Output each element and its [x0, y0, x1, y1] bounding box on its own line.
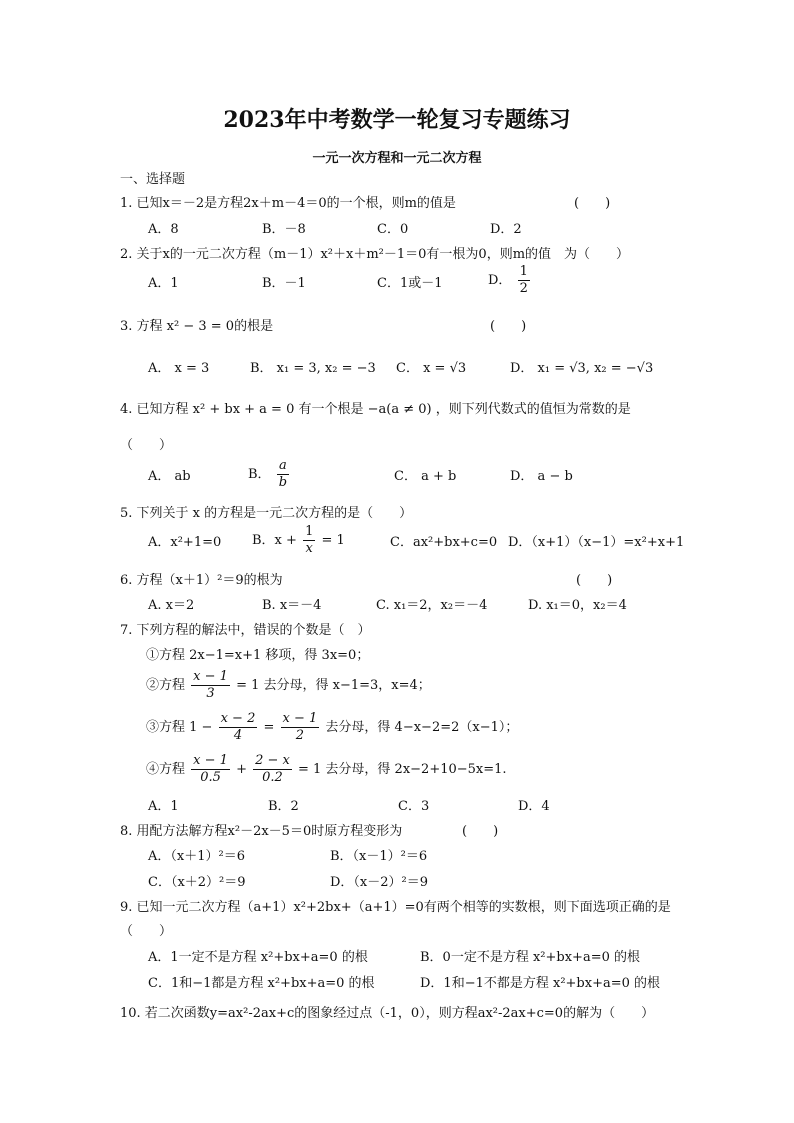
item-2-suffix: = 1 去分母，得 x−1=3，x=4；: [236, 678, 431, 693]
question-7-item-4: [146, 753, 507, 786]
question-9-option-d: D．1和−1不都是方程 x²+bx+a=0 的根: [420, 976, 661, 991]
question-4-answer-paren: （ ）: [120, 438, 173, 453]
item-4-prefix: ④方程: [146, 762, 186, 777]
question-7-option-b: B．2: [268, 799, 299, 814]
question-3-stem: 3. 方程 x² − 3 = 0的根是: [120, 319, 274, 334]
question-8-option-b: B．（x－1）²＝6: [330, 849, 428, 864]
item-4-plus: +: [236, 762, 252, 777]
fraction-numerator: x − 1: [193, 669, 228, 684]
question-7-stem: 7. 下列方程的解法中，错误的个数是（ ）: [120, 623, 371, 638]
question-9-option-c: C．1和−1都是方程 x²+bx+a=0 的根: [148, 976, 375, 991]
question-5-option-b: [252, 524, 345, 557]
question-1-option-c: C．0: [377, 222, 409, 237]
fraction-denominator: 3: [206, 686, 215, 701]
question-5-option-b-label: B．x +: [252, 533, 297, 548]
fraction-numerator: 1: [519, 264, 528, 279]
item-3-fraction-2: [281, 711, 320, 744]
question-3-option-a: A． x = 3: [148, 361, 210, 376]
question-2-option-b: B．－1: [262, 276, 306, 291]
fraction-numerator: x − 2: [220, 711, 256, 726]
question-5-option-b-tail: = 1: [321, 533, 345, 548]
question-4-option-b-fraction: [277, 458, 289, 491]
question-9-option-a: A．1一定不是方程 x²+bx+a=0 的根: [148, 950, 368, 965]
question-4-stem: 4. 已知方程 x² + bx + a = 0 有一个根是 −a(a ≠ 0) ，则下列代数式的值恒为常数的是: [120, 402, 631, 417]
question-7-option-d: D．4: [518, 799, 550, 814]
question-5-option-b-fraction: [303, 524, 315, 557]
question-8-option-c: C．（x＋2）²＝9: [148, 875, 246, 890]
item-4-fraction-2: [253, 753, 292, 786]
question-1-stem: 1. 已知x＝－2是方程2x＋m－4＝0的一个根，则m的值是: [120, 196, 456, 211]
question-8-option-d: D．（x－2）²＝9: [330, 875, 429, 890]
question-3-option-b: B． x₁ = 3, x₂ = −3: [250, 361, 376, 376]
page-subtitle: 一元一次方程和一元二次方程: [312, 151, 482, 166]
question-8-answer-paren: ( ): [462, 824, 499, 839]
question-5-stem: 5. 下列关于 x 的方程是一元二次方程的是（ ）: [120, 506, 413, 521]
fraction-numerator: 2 − x: [255, 753, 290, 768]
question-4-option-c: C． a + b: [394, 469, 457, 484]
question-4-option-b-label: B．: [248, 467, 271, 482]
section-heading: 一、选择题: [120, 172, 186, 187]
question-7-item-3: [146, 711, 518, 744]
item-3-equals: =: [263, 720, 279, 735]
fraction-denominator: 0.2: [262, 770, 283, 785]
fraction-numerator: a: [278, 458, 287, 473]
fraction-denominator: 0.5: [200, 770, 221, 785]
question-6-option-b: B. x＝－4: [262, 598, 322, 613]
question-7-item-1: ①方程 2x−1=x+1 移项，得 3x=0；: [146, 648, 370, 663]
item-3-suffix: 去分母，得 4−x−2=2（x−1）；: [325, 720, 519, 735]
fraction-denominator: 4: [233, 728, 243, 743]
question-9-answer-paren: （ ）: [120, 924, 173, 939]
question-2-stem: 2. 关于x的一元二次方程（m－1）x²＋x＋m²－1＝0有一根为0，则m的值 为（ ）: [120, 247, 630, 262]
item-2-fraction: [191, 669, 230, 702]
question-10-stem: 10. 若二次函数y=ax²-2ax+c的图象经过点（-1，0），则方程ax²-2ax+c=0的解为（ ）: [120, 1006, 655, 1021]
question-5-option-d: D．（x+1）（x−1）=x²+x+1: [508, 535, 685, 550]
question-1-option-a: A．8: [148, 222, 179, 237]
question-2-option-d-fraction: [518, 264, 530, 297]
question-7-option-a: A．1: [148, 799, 179, 814]
item-3-prefix: ③方程 1 −: [146, 720, 213, 735]
question-1-option-d: D．2: [490, 222, 522, 237]
question-9-option-b: B．0一定不是方程 x²+bx+a=0 的根: [420, 950, 640, 965]
question-7-option-c: C．3: [398, 799, 430, 814]
question-4-option-a: A． ab: [148, 469, 191, 484]
question-9-stem: 9. 已知一元二次方程（a+1）x²+2bx+（a+1）=0有两个相等的实数根，则下面选项正确的是: [120, 900, 671, 915]
question-2-option-a: A．1: [148, 276, 179, 291]
fraction-denominator: x: [305, 541, 313, 556]
fraction-numerator: x − 1: [193, 753, 228, 768]
question-8-stem: 8. 用配方法解方程x²－2x－5＝0时原方程变形为: [120, 824, 403, 839]
question-1-option-b: B．－8: [262, 222, 306, 237]
question-4-option-d: D． a − b: [510, 469, 573, 484]
question-2-option-c: C．1或－1: [377, 276, 443, 291]
question-5-option-a: A．x²+1=0: [148, 535, 222, 550]
question-7-item-2: [146, 669, 431, 702]
question-2-option-d-label: D．: [488, 273, 512, 288]
question-5-option-c: C．ax²+bx+c=0: [390, 535, 498, 550]
fraction-numerator: x − 1: [282, 711, 318, 726]
question-3-option-d: D． x₁ = √3, x₂ = −√3: [510, 361, 654, 376]
item-3-fraction-1: [219, 711, 258, 744]
fraction-denominator: b: [278, 475, 288, 490]
fraction-numerator: 1: [305, 524, 314, 539]
page-title: 2023年中考数学一轮复习专题练习: [223, 107, 571, 133]
question-6-option-c: C. x₁＝2，x₂＝－4: [376, 598, 488, 613]
question-3-answer-paren: ( ): [490, 319, 527, 334]
question-1-answer-paren: ( ): [574, 196, 611, 211]
question-3-option-c: C． x = √3: [396, 361, 467, 376]
question-6-option-d: D. x₁＝0，x₂＝4: [528, 598, 627, 613]
fraction-denominator: 2: [295, 728, 305, 743]
question-6-answer-paren: ( ): [576, 573, 613, 588]
question-8-option-a: A．（x＋1）²＝6: [148, 849, 245, 864]
question-4-option-b: [248, 458, 291, 491]
item-4-fraction-1: [191, 753, 230, 786]
question-6-stem: 6. 方程（x＋1）²＝9的根为: [120, 573, 283, 588]
question-2-option-d: [488, 264, 532, 297]
item-2-prefix: ②方程: [146, 678, 186, 693]
item-4-suffix: = 1 去分母，得 2x−2+10−5x=1.: [298, 762, 507, 777]
question-6-option-a: A. x＝2: [148, 598, 195, 613]
fraction-denominator: 2: [519, 281, 528, 296]
